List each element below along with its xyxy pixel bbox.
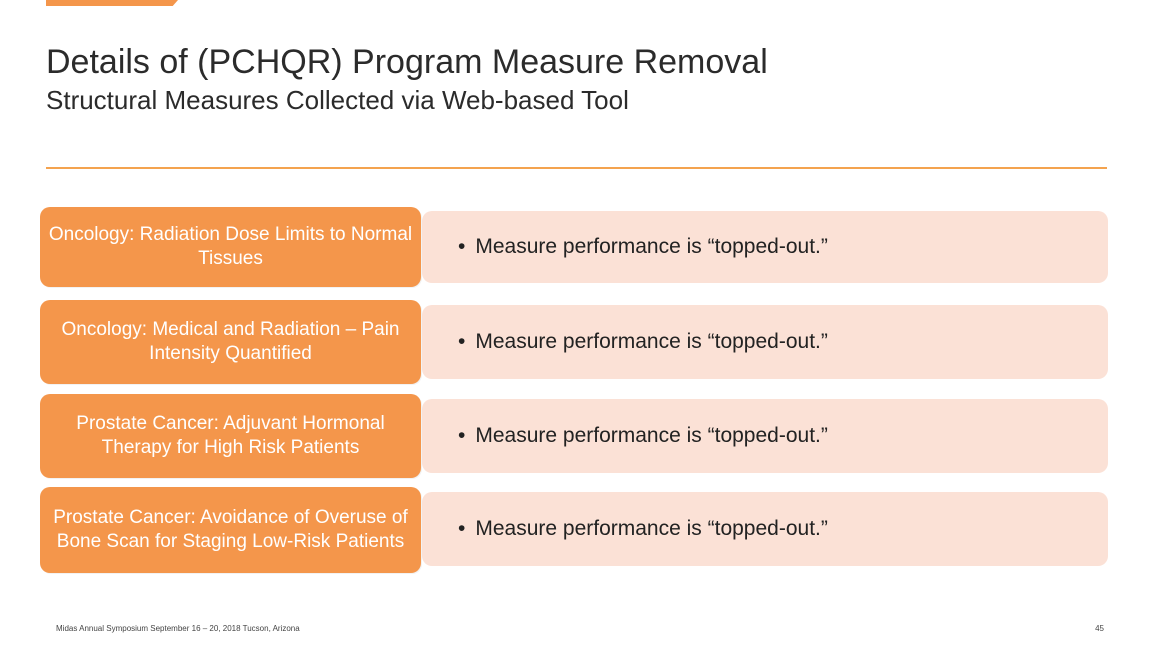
measure-detail-text: Measure performance is “topped-out.” — [475, 330, 828, 353]
measure-detail-text: Measure performance is “topped-out.” — [475, 424, 828, 447]
measure-label: Oncology: Medical and Radiation – Pain Intensity Quantified — [40, 300, 421, 384]
measure-detail — [422, 399, 1108, 473]
measure-label: Oncology: Radiation Dose Limits to Normal Tissues — [40, 207, 421, 287]
measure-label: Prostate Cancer: Avoidance of Overuse of Bone Scan for Staging Low-Risk Patients — [40, 487, 421, 573]
measure-detail — [422, 211, 1108, 283]
measure-row — [40, 487, 1108, 573]
measure-label: Prostate Cancer: Adjuvant Hormonal Therapy for High Risk Patients — [40, 394, 421, 478]
page-number: 45 — [1095, 624, 1104, 633]
footer-text: Midas Annual Symposium September 16 – 20, 2018 Tucson, Arizona — [56, 624, 300, 633]
slide-subtitle: Structural Measures Collected via Web-based Tool — [46, 85, 629, 115]
measure-row — [40, 207, 1108, 287]
bullet-icon: • — [458, 330, 466, 353]
slide-title: Details of (PCHQR) Program Measure Removal — [46, 43, 768, 81]
top-accent-tab — [46, 0, 178, 6]
title-divider — [46, 167, 1107, 169]
measure-detail-text: Measure performance is “topped-out.” — [475, 517, 828, 540]
measure-detail — [422, 305, 1108, 379]
bullet-icon: • — [458, 517, 466, 540]
measure-detail-text: Measure performance is “topped-out.” — [475, 235, 828, 258]
measure-detail — [422, 492, 1108, 566]
measure-row — [40, 300, 1108, 384]
measure-row — [40, 394, 1108, 478]
bullet-icon: • — [458, 424, 466, 447]
bullet-icon: • — [458, 235, 466, 258]
